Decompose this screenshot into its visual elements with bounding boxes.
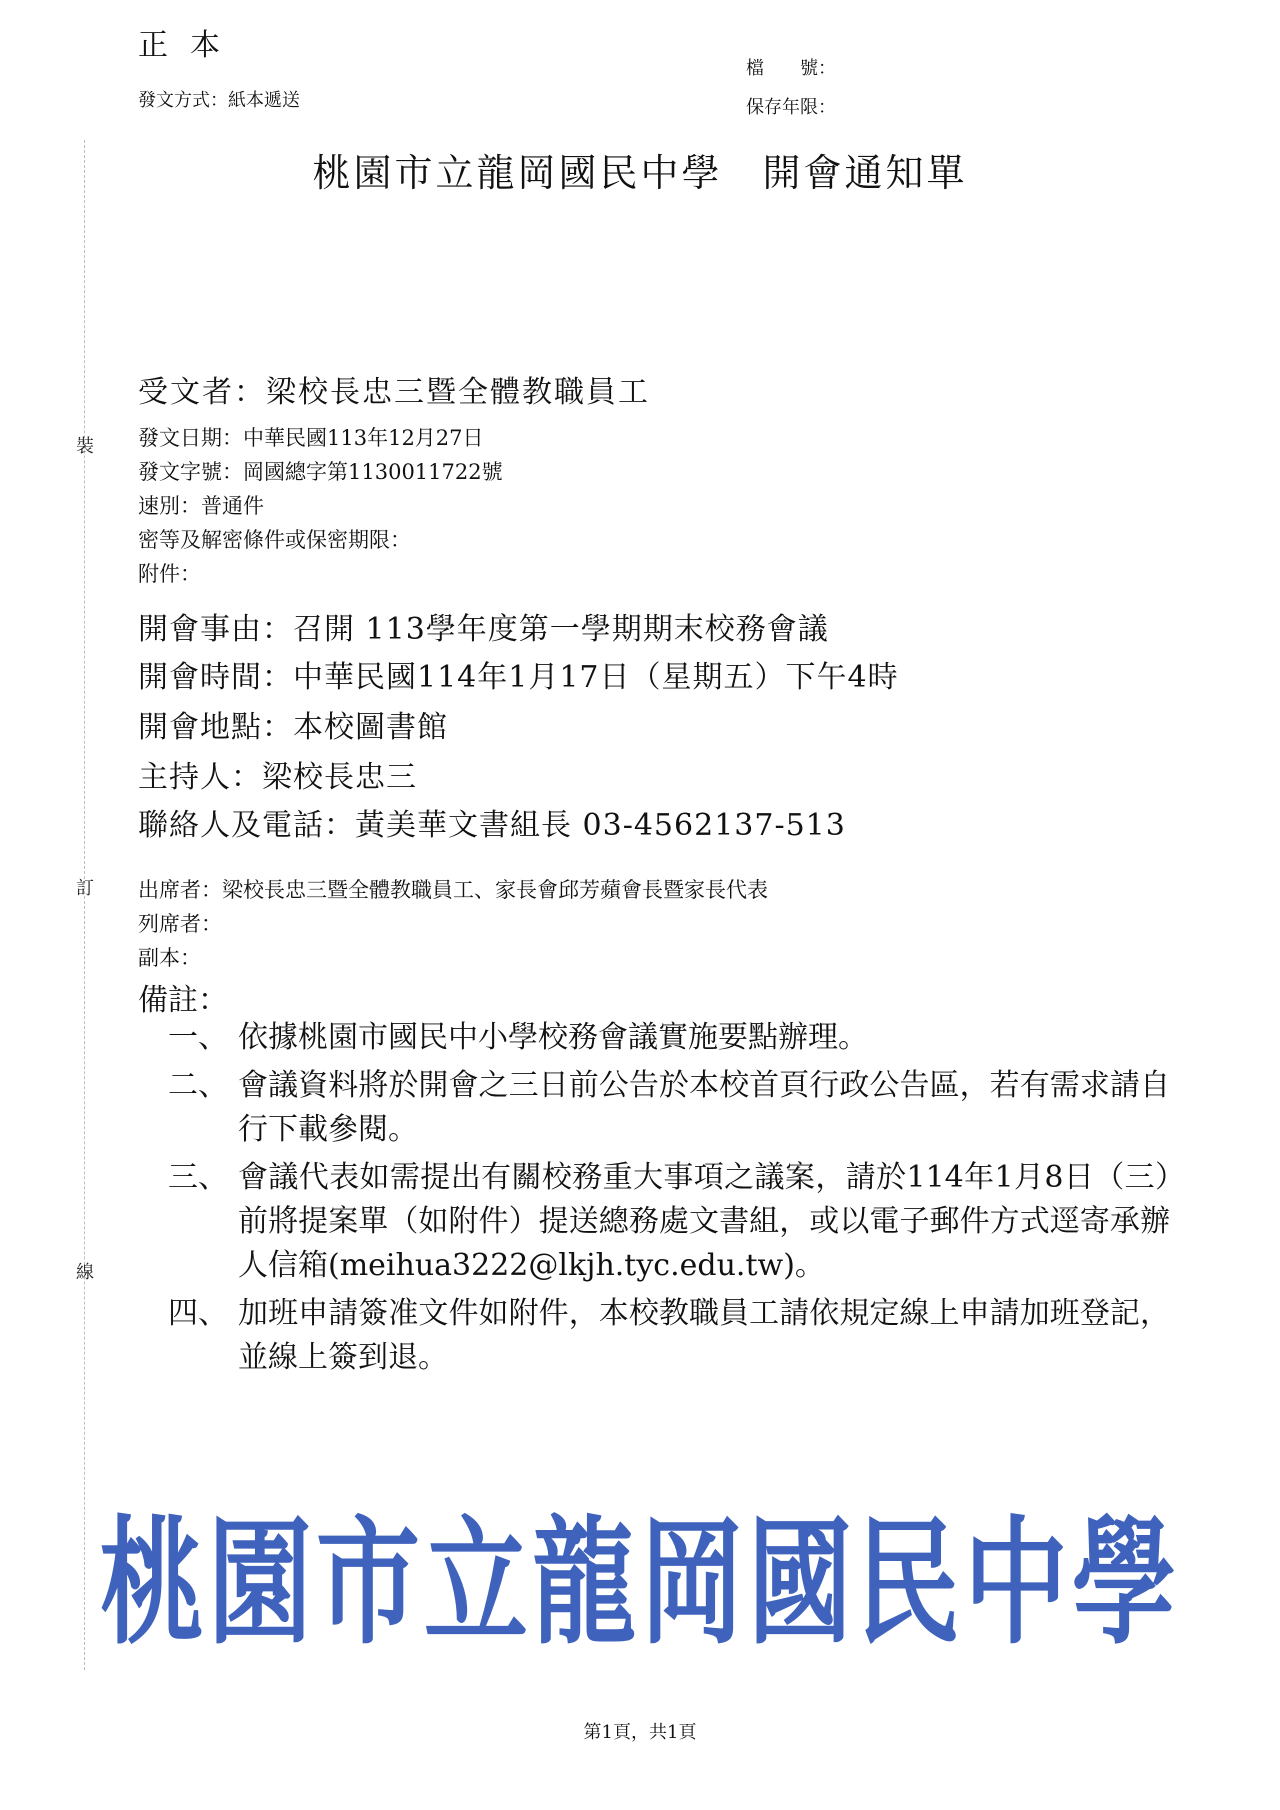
notes-list	[168, 1016, 1170, 1384]
contact-info: 聯絡人及電話：黃美華文書組長 03-4562137-513	[138, 808, 846, 843]
binding-mark-ding: 訂	[76, 878, 94, 899]
attendees: 出席者：梁校長忠三暨全體教職員工、家長會邱芳蘋會長暨家長代表	[138, 878, 768, 902]
meeting-host: 主持人：梁校長忠三	[138, 760, 417, 795]
note-text: 依據桃園市國民中小學校務會議實施要點辦理。	[238, 1020, 868, 1055]
note-item	[168, 1292, 1170, 1380]
copy-type: 正本	[138, 28, 242, 63]
retention-period: 保存年限：	[746, 97, 836, 118]
delivery-speed: 速別：普通件	[138, 494, 264, 518]
attachments: 附件：	[138, 562, 201, 586]
school-seal-stamp: 桃園市立龍岡國民中學	[99, 1501, 1180, 1664]
issue-date: 發文日期：中華民國113年12月27日	[138, 426, 484, 450]
note-item	[168, 1064, 1170, 1152]
meeting-time: 開會時間：中華民國114年1月17日（星期五）下午4時	[138, 660, 899, 695]
file-number: 檔 號：	[746, 58, 836, 79]
note-item	[168, 1016, 1170, 1060]
secrecy-level: 密等及解密條件或保密期限：	[138, 528, 411, 552]
note-text: 會議代表如需提出有關校務重大事項之議案，請於114年1月8日（三）前將提案單（如附件）提送總務處文書組，或以電子郵件方式逕寄承辦人信箱(meihua3222@lkjh.tyc.edu.tw)。	[238, 1160, 1170, 1283]
copies-to: 副本：	[138, 946, 201, 970]
note-text: 加班申請簽准文件如附件，本校教職員工請依規定線上申請加班登記，並線上簽到退。	[238, 1296, 1170, 1375]
meeting-reason: 開會事由：召開 113學年度第一學期期末校務會議	[138, 612, 829, 647]
note-number: 四、	[168, 1296, 228, 1331]
note-text: 會議資料將於開會之三日前公告於本校首頁行政公告區，若有需求請自行下載參閱。	[238, 1068, 1170, 1147]
title-document-type: 開會通知單	[762, 151, 968, 195]
recipient: 受文者：梁校長忠三暨全體教職員工	[138, 375, 650, 410]
note-item	[168, 1156, 1170, 1288]
document-title	[0, 142, 1280, 197]
notes-title: 備註：	[138, 983, 228, 1018]
title-organization: 桃園市立龍岡國民中學	[312, 151, 723, 195]
reference-number: 發文字號：岡國總字第1130011722號	[138, 460, 503, 484]
page-number: 第1頁，共1頁	[583, 1722, 697, 1743]
note-number: 二、	[168, 1068, 228, 1103]
binding-line	[84, 140, 85, 1670]
observers: 列席者：	[138, 912, 222, 936]
meeting-place: 開會地點：本校圖書館	[138, 710, 448, 745]
note-number: 一、	[168, 1020, 228, 1055]
binding-mark-xian: 線	[76, 1262, 94, 1283]
note-number: 三、	[168, 1160, 228, 1195]
send-method: 發文方式：紙本遞送	[138, 90, 300, 111]
binding-mark-zhuang: 裝	[76, 436, 94, 457]
